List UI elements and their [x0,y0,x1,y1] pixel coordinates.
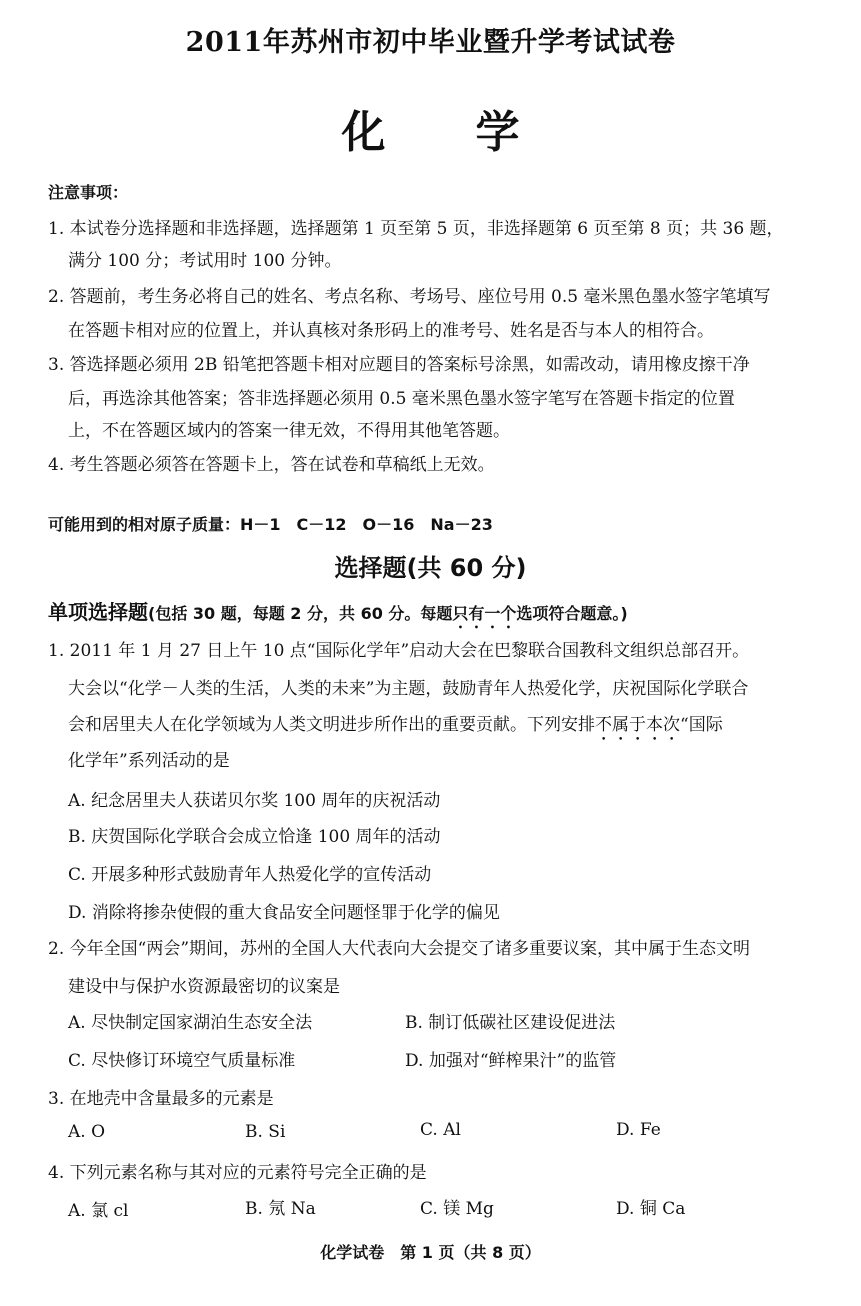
q3-stem: 3. 在地壳中含量最多的元素是 [48,1089,274,1109]
q3-option-a: A. O [68,1122,106,1142]
q1-option-b: B. 庆贺国际化学联合会成立恰逢 100 周年的活动 [68,827,441,847]
q1-emphasis: 不属于本次 [595,715,680,735]
q1-line [68,710,723,745]
q4-stem: 4. 下列元素名称与其对应的元素符号完全正确的是 [48,1163,427,1183]
part-note-text: 选项符合题意。) [516,604,628,623]
page-footer: 化学试卷 第 1 页（共 8 页） [320,1243,541,1262]
part-note [148,604,628,623]
notice-line: 上，不在答题区域内的答案一律无效，不得用其他笔答题。 [68,421,510,441]
exam-title: 2011年苏州市初中毕业暨升学考试试卷 [185,27,676,58]
q2-option-b: B. 制订低碳社区建设促进法 [405,1013,616,1033]
atomic-masses: 可能用到的相对原子质量：H－1 C－12 O－16 Na－23 [48,515,493,534]
notice-line: 2. 答题前，考生务必将自己的姓名、考点名称、考场号、座位号用 0.5 毫米黑色墨水签字笔填写 [48,287,771,307]
q2-line: 建设中与保护水资源最密切的议案是 [68,977,340,997]
q3-option-b: B. Si [245,1122,286,1142]
q3-option-c: C. Al [420,1120,461,1140]
q3-option-d: D. Fe [616,1120,661,1140]
notice-line: 3. 答选择题必须用 2B 铅笔把答题卡相对应题目的答案标号涂黑，如需改动，请用橡皮擦干净 [48,355,750,375]
q4-option-d: D. 铜 Ca [616,1199,686,1219]
q2-option-a: A. 尽快制定国家湖泊生态安全法 [68,1013,313,1033]
q1-line: 大会以“化学－人类的生活，人类的未来”为主题，鼓励青年人热爱化学，庆祝国际化学联合 [68,679,749,699]
part-heading [48,596,628,632]
q2-option-c: C. 尽快修订环境空气质量标准 [68,1051,296,1071]
q1-line: 1. 2011 年 1 月 27 日上午 10 点“国际化学年”启动大会在巴黎联合国教科文组织总部召开。 [48,641,750,661]
notice-line: 在答题卡相对应的位置上，并认真核对条形码上的准考号、姓名是否与本人的相符合。 [68,321,714,341]
part-title: 单项选择题 [48,600,148,624]
q4-option-a: A. 氯 cl [68,1201,129,1221]
q1-line: 化学年”系列活动的是 [68,751,230,771]
q1-option-a: A. 纪念居里夫人获诺贝尔奖 100 周年的庆祝活动 [68,791,441,811]
notice-line: 1. 本试卷分选择题和非选择题，选择题第 1 页至第 5 页，非选择题第 6 页至第 8 页；共 36 题， [48,219,784,239]
q1-option-d: D. 消除将掺杂使假的重大食品安全问题怪罪于化学的偏见 [68,903,500,923]
part-note-text: (包括 30 题，每题 2 分，共 60 分。每题 [148,604,453,623]
section-title: 选择题(共 60 分) [334,554,527,582]
notice-heading: 注意事项： [48,183,129,202]
q2-option-d: D. 加强对“鲜榨果汁”的监管 [405,1051,617,1071]
q4-option-c: C. 镁 Mg [420,1199,494,1219]
q2-line: 2. 今年全国“两会”期间，苏州的全国人大代表向大会提交了诸多重要议案，其中属于生态文明 [48,939,751,959]
part-note-emphasis: 只有一个 [452,604,517,623]
subject-title: 化学 [341,107,610,158]
notice-line: 满分 100 分；考试用时 100 分钟。 [68,251,342,271]
notice-line: 4. 考生答题必须答在答题卡上，答在试卷和草稿纸上无效。 [48,455,495,475]
q1-text: “国际 [680,715,723,735]
notice-line: 后，再选涂其他答案；答非选择题必须用 0.5 毫米黑色墨水签字笔写在答题卡指定的位置 [68,389,735,409]
q1-text: 会和居里夫人在化学领域为人类文明进步所作出的重要贡献。下列安排 [68,715,595,735]
q4-option-b: B. 氖 Na [245,1199,316,1219]
q1-option-c: C. 开展多种形式鼓励青年人热爱化学的宣传活动 [68,865,432,885]
